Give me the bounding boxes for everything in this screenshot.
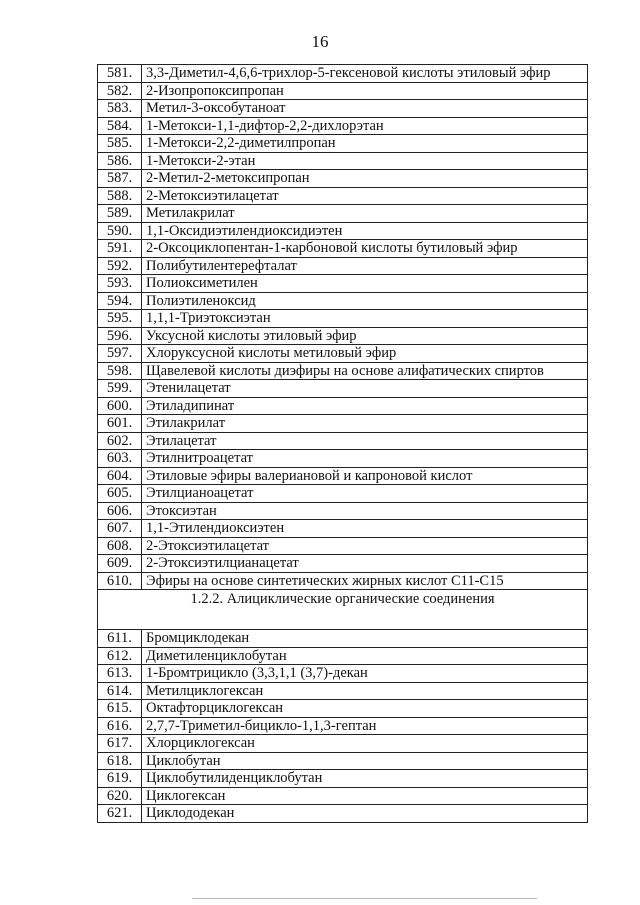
page-number: 16 (311, 32, 329, 51)
table-row (98, 467, 588, 485)
table-row (98, 397, 588, 415)
row-number: 600. (98, 397, 142, 415)
substance-name: Этилцианоацетат (142, 485, 588, 503)
substance-name: Полиоксиметилен (142, 275, 588, 293)
row-number: 594. (98, 292, 142, 310)
table-row (98, 665, 588, 683)
table-row (98, 380, 588, 398)
row-number: 595. (98, 310, 142, 328)
row-number: 612. (98, 647, 142, 665)
row-number: 616. (98, 717, 142, 735)
table-row (98, 222, 588, 240)
row-number: 597. (98, 345, 142, 363)
row-number: 615. (98, 700, 142, 718)
bottom-rule (192, 898, 537, 899)
row-number: 614. (98, 682, 142, 700)
row-number: 618. (98, 752, 142, 770)
substance-name: 2-Метоксиэтилацетат (142, 187, 588, 205)
row-number: 593. (98, 275, 142, 293)
row-number: 621. (98, 805, 142, 823)
substance-name: Октафторциклогексан (142, 700, 588, 718)
table-row (98, 752, 588, 770)
substance-name: Циклогексан (142, 787, 588, 805)
substance-name: 2-Метил-2-метоксипропан (142, 170, 588, 188)
row-number: 588. (98, 187, 142, 205)
table-row (98, 787, 588, 805)
row-number: 583. (98, 100, 142, 118)
substance-name: 2-Этоксиэтилацетат (142, 537, 588, 555)
table-row (98, 485, 588, 503)
substance-name: Уксусной кислоты этиловый эфир (142, 327, 588, 345)
row-number: 608. (98, 537, 142, 555)
substance-name: Полибутилентерефталат (142, 257, 588, 275)
substance-name: 1,1-Оксидиэтилендиоксидиэтен (142, 222, 588, 240)
substance-name: Этиладипинат (142, 397, 588, 415)
section-heading-row (98, 590, 588, 630)
substance-name: Циклододекан (142, 805, 588, 823)
table-row (98, 362, 588, 380)
row-number: 590. (98, 222, 142, 240)
substance-name: Этилакрилат (142, 415, 588, 433)
row-number: 596. (98, 327, 142, 345)
substance-name: 1,1-Этилендиоксиэтен (142, 520, 588, 538)
table-row (98, 82, 588, 100)
table-row (98, 117, 588, 135)
row-number: 582. (98, 82, 142, 100)
table-row (98, 770, 588, 788)
table-row (98, 152, 588, 170)
substance-name: 1-Бромтрицикло (3,3,1,1 (3,7)-декан (142, 665, 588, 683)
row-number: 586. (98, 152, 142, 170)
row-number: 591. (98, 240, 142, 258)
table-row (98, 135, 588, 153)
row-number: 620. (98, 787, 142, 805)
substance-name: Эфиры на основе синтетических жирных кислот С11-С15 (142, 572, 588, 590)
row-number: 619. (98, 770, 142, 788)
substance-name: Хлорциклогексан (142, 735, 588, 753)
substance-name: Диметиленциклобутан (142, 647, 588, 665)
table-row (98, 735, 588, 753)
row-number: 584. (98, 117, 142, 135)
table-row (98, 100, 588, 118)
substance-name: Щавелевой кислоты диэфиры на основе алифатических спиртов (142, 362, 588, 380)
row-number: 601. (98, 415, 142, 433)
table-row (98, 205, 588, 223)
table-row (98, 292, 588, 310)
row-number: 598. (98, 362, 142, 380)
row-number: 605. (98, 485, 142, 503)
table-row (98, 345, 588, 363)
substance-name: Метилакрилат (142, 205, 588, 223)
substance-name: Циклобутан (142, 752, 588, 770)
substance-name: Метилциклогексан (142, 682, 588, 700)
substance-name: 2,7,7-Триметил-бицикло-1,1,3-гептан (142, 717, 588, 735)
table-row (98, 537, 588, 555)
row-number: 585. (98, 135, 142, 153)
table-row (98, 805, 588, 823)
substance-name: Этилацетат (142, 432, 588, 450)
table-row (98, 275, 588, 293)
substance-name: 1,1,1-Триэтоксиэтан (142, 310, 588, 328)
substance-name: 2-Оксоциклопентан-1-карбоновой кислоты бутиловый эфир (142, 240, 588, 258)
table-row (98, 187, 588, 205)
table-row (98, 240, 588, 258)
substance-table (97, 64, 588, 823)
substance-name: Циклобутилиденциклобутан (142, 770, 588, 788)
row-number: 609. (98, 555, 142, 573)
row-number: 602. (98, 432, 142, 450)
substance-name: Этенилацетат (142, 380, 588, 398)
table-row (98, 310, 588, 328)
substance-name: Бромциклодекан (142, 630, 588, 648)
substance-table-body (98, 65, 588, 823)
table-row (98, 257, 588, 275)
row-number: 610. (98, 572, 142, 590)
table-row (98, 682, 588, 700)
substance-name: 2-Этоксиэтилцианацетат (142, 555, 588, 573)
substance-name: Этиловые эфиры валериановой и капроновой кислот (142, 467, 588, 485)
row-number: 606. (98, 502, 142, 520)
substance-name: 3,3-Диметил-4,6,6-трихлор-5-гексеновой кислоты этиловый эфир (142, 65, 588, 83)
substance-name: 1-Метокси-1,1-дифтор-2,2-дихлорэтан (142, 117, 588, 135)
substance-name: Метил-3-оксобутаноат (142, 100, 588, 118)
row-number: 587. (98, 170, 142, 188)
row-number: 604. (98, 467, 142, 485)
table-row (98, 630, 588, 648)
table-row (98, 415, 588, 433)
row-number: 607. (98, 520, 142, 538)
row-number: 589. (98, 205, 142, 223)
table-row (98, 65, 588, 83)
table-row (98, 572, 588, 590)
substance-name: Этоксиэтан (142, 502, 588, 520)
table-row (98, 432, 588, 450)
section-heading: 1.2.2. Алициклические органические соединения (98, 590, 588, 630)
table-row (98, 170, 588, 188)
substance-name: 2-Изопропоксипропан (142, 82, 588, 100)
substance-name: Полиэтиленоксид (142, 292, 588, 310)
table-row (98, 327, 588, 345)
table-row (98, 717, 588, 735)
table-row (98, 450, 588, 468)
substance-name: 1-Метокси-2,2-диметилпропан (142, 135, 588, 153)
row-number: 613. (98, 665, 142, 683)
table-row (98, 700, 588, 718)
row-number: 603. (98, 450, 142, 468)
table-row (98, 502, 588, 520)
table-row (98, 520, 588, 538)
table-row (98, 555, 588, 573)
row-number: 592. (98, 257, 142, 275)
row-number: 617. (98, 735, 142, 753)
row-number: 611. (98, 630, 142, 648)
substance-name: Этилнитроацетат (142, 450, 588, 468)
row-number: 599. (98, 380, 142, 398)
substance-name: Хлоруксусной кислоты метиловый эфир (142, 345, 588, 363)
table-row (98, 647, 588, 665)
row-number: 581. (98, 65, 142, 83)
substance-name: 1-Метокси-2-этан (142, 152, 588, 170)
